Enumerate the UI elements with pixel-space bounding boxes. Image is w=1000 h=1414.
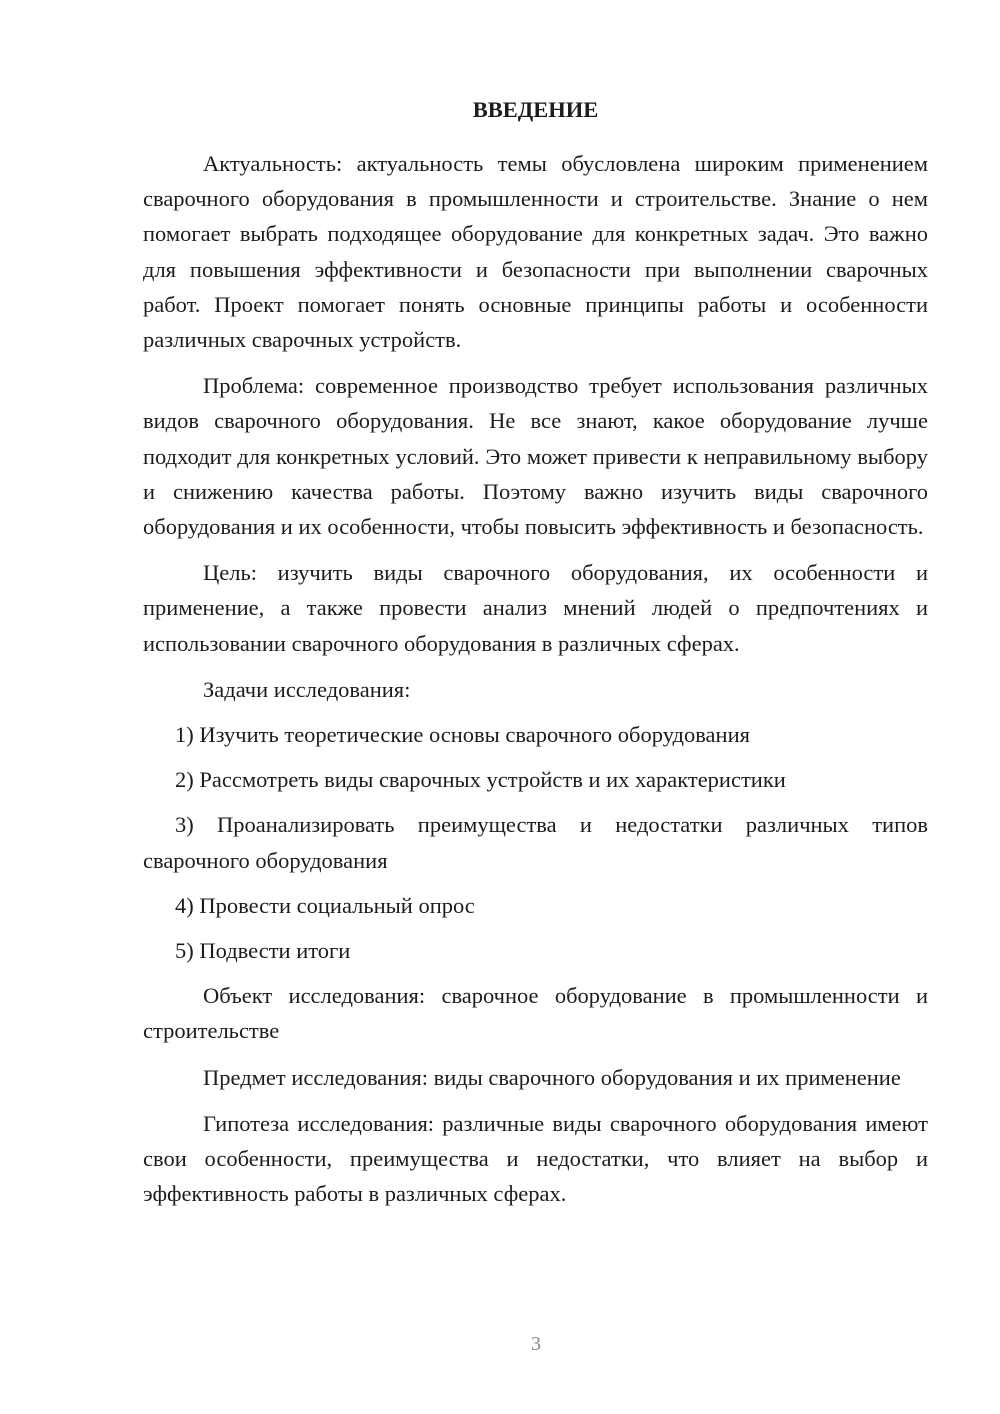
paragraph-goal: Цель: изучить виды сварочного оборудования, их особенности и применение, а также провести анализ мнений людей о предпочтениях и использовании сварочного оборудования в различных сферах.	[143, 560, 928, 656]
document-page	[143, 92, 928, 1222]
list-item: 4) Провести социальный опрос	[175, 892, 475, 918]
paragraph-hypothesis: Гипотеза исследования: различные виды сварочного оборудования имеют свои особенности, преимущества и недостатки, что влияет на выбор и эффективность работы в различных сферах.	[143, 1110, 928, 1207]
list-item: 1) Изучить теоретические основы сварочного оборудования	[175, 722, 750, 748]
paragraph-problem: Проблема: современное производство требует использования различных видов сварочного оборудования. Не все знают, какое оборудование лучше подходит для конкретных условий. Это может привести к неправильному выбору и снижению качества работы. Поэтому важно изучить виды сварочного оборудования и их особенности, чтобы повысить эффективность и безопасность.	[143, 373, 928, 540]
paragraph-object: Объект исследования: сварочное оборудование в промышленности и строительстве	[143, 983, 928, 1044]
tasks-label: Задачи исследования:	[203, 676, 411, 702]
paragraph-subject: Предмет исследования: виды сварочного оборудования и их применение	[203, 1064, 901, 1090]
page-number: 3	[531, 1333, 541, 1355]
tasks-list	[143, 717, 928, 968]
list-item: 2) Рассмотреть виды сварочных устройств и их характеристики	[175, 767, 786, 793]
list-item: 5) Подвести итоги	[175, 938, 351, 964]
list-item: 3) Проанализировать преимущества и недостатки различных типов сварочного оборудования	[143, 812, 928, 873]
paragraph-relevance: Актуальность: актуальность темы обусловлена широким применением сварочного оборудования в промышленности и строительстве. Знание о нем помогает выбрать подходящее оборудование для конкретных задач. Это важно для повышения эффективности и безопасности при выполнении сварочных работ. Проект помогает понять основные принципы работы и особенности различных сварочных устройств.	[143, 151, 928, 353]
section-title: ВВЕДЕНИЕ	[472, 97, 599, 122]
